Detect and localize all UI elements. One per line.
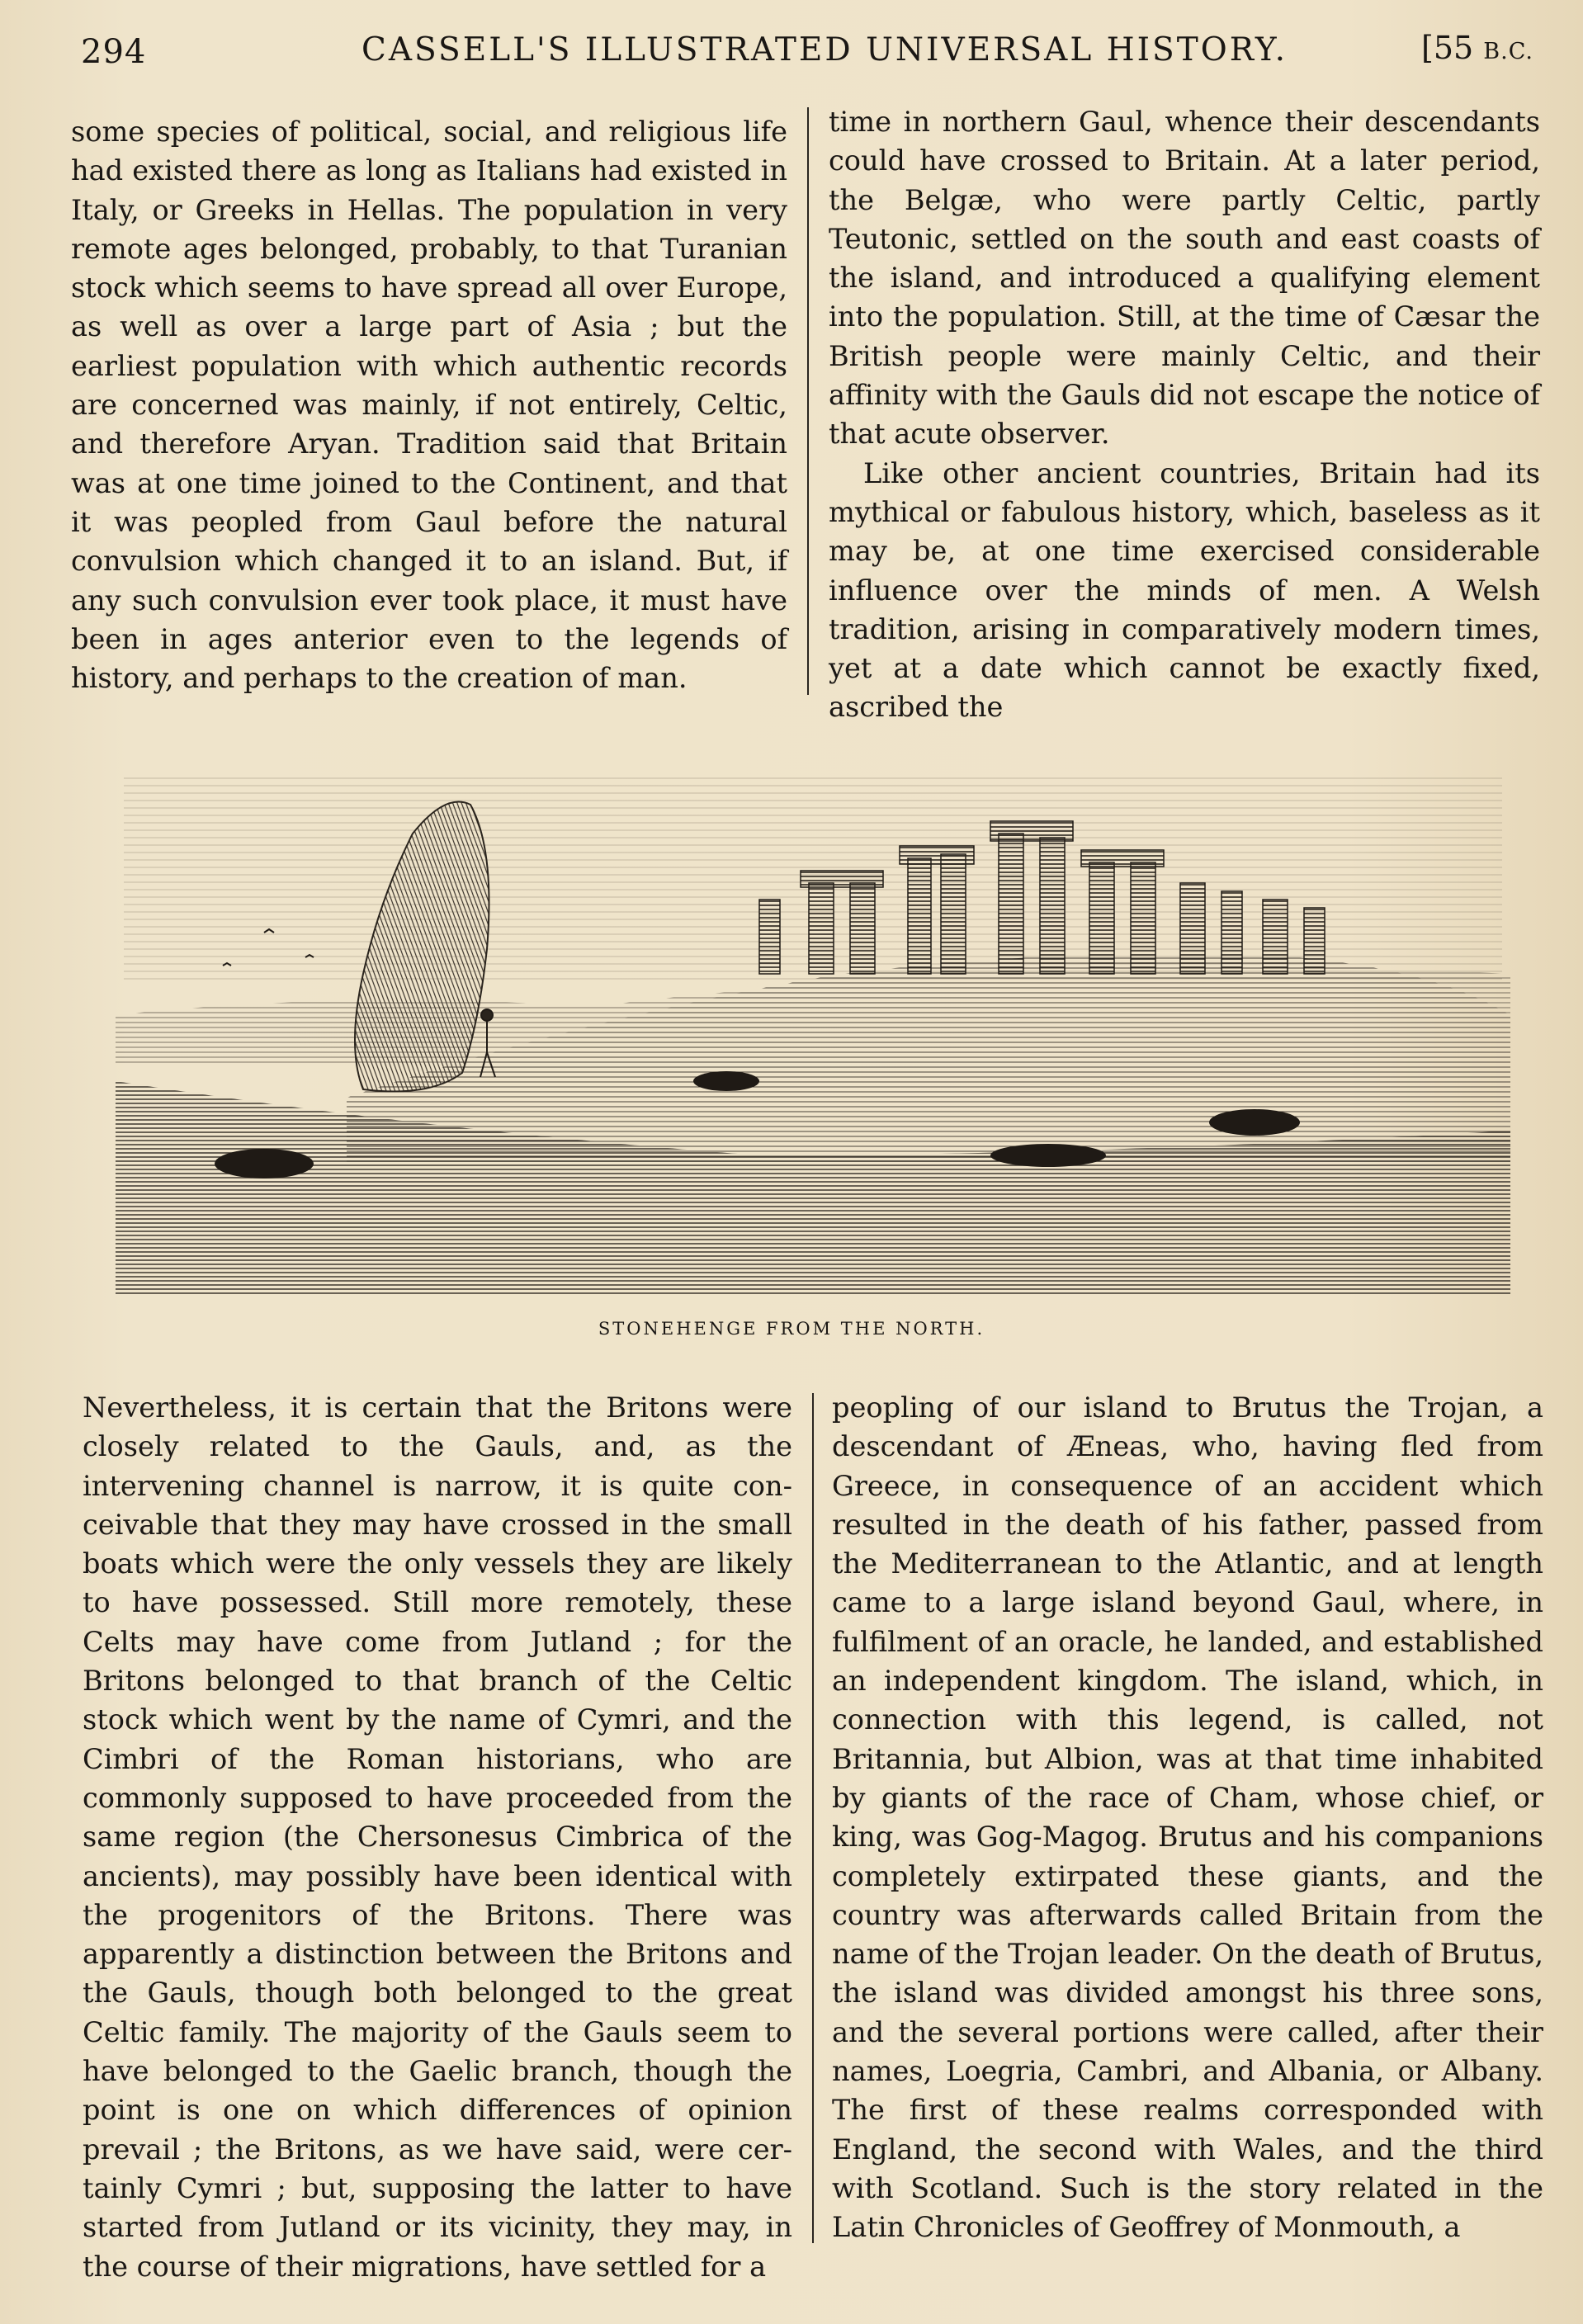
column-divider-top bbox=[807, 107, 809, 695]
column-divider-bottom bbox=[812, 1393, 814, 2243]
top-right-column bbox=[829, 102, 1540, 727]
bottom-right-paragraph: peopling of our island to Brutus the Trojan, a descendant of Æneas, who, having fled from Greece, in consequence of an accident which resulted in the death of his father, passed from the Mediterranean to the Atlantic, and at length came to a large island beyond Gaul, where, in fulfilment of an oracle, he landed, and established an independent kingdom. The island, which, in connection with this legend, is called, not Britannia, but Albion, was at that time inhabited by giants of the race of Cham, whose chief, or king, was Gog-Magog. Brutus and his companions completely extirpated these giants, and the country was afterwards called Britain from the name of the Trojan leader. On the death of Brutus, the island was divided amongst his three sons, and the several portions were called, after their names, Loegria, Cambri, and Albania, or Albany. The first of these realms corresponded with England, the second with Wales, and the third with Scotland. Such is the story related in the Latin Chronicles of Geoffrey of Monmouth, a bbox=[832, 1391, 1543, 2244]
top-left-paragraph: some species of political, social, and religious life had existed there as long as Italians had existed in Italy, or Greeks in Hellas. The population in very remote ages belonged, probably, to that Turanian stock which seems to have spread all over Europe, as well as over a large part of Asia ; but the earliest population with which authentic records are concerned was mainly, if not entirely, Celtic, and therefore Aryan. Tradition said that Britain was at one time joined to the Continent, and that it was peopled from Gaul before the natural convulsion which changed it to an island. But, if any such convulsion ever took place, it must have been in ages anterior even to the legends of history, and perhaps to the creation of man. bbox=[71, 116, 787, 695]
page-number: 294 bbox=[81, 33, 147, 71]
bottom-left-column bbox=[83, 1388, 792, 2286]
stonehenge-engraving bbox=[99, 768, 1519, 1296]
bottom-right-column bbox=[832, 1388, 1543, 2247]
bottom-left-paragraph: Nevertheless, it is certain that the Britons were closely related to the Gauls, and, as the intervening channel is narrow, it is quite conceivable that they may have crossed in the small boats which were the only vessels they are likely to have possessed. Still more remotely, these Celts may have come from Jutland ; for the Britons belonged to that branch of the Celtic stock which went by the name of Cymri, and the Cimbri of the Roman historians, who are commonly supposed to have proceeded from the same region (the Chersonesus Cimbrica of the ancients), may possibly have been identical with the progenitors of the Britons. There was apparently a distinction between the Britons and the Gauls, though both belonged to the great Celtic family. The majority of the Gauls seem to have belonged to the Gaelic branch, though the point is one on which differences of opinion prevail ; the Britons, as we have said, were certainly Cymri ; but, supposing the latter to have started from Jutland or its vicinity, they may, in the course of their migrations, have settled for a bbox=[83, 1391, 792, 2283]
top-left-column bbox=[71, 112, 787, 697]
top-right-paragraph-2: Like other ancient countries, Britain had its mythical or fabulous history, which, baseless as it may be, at one time exercised considerable influence over the minds of men. A Welsh tradition, arising in comparatively modern times, yet at a date which cannot be exactly fixed, ascribed the bbox=[829, 456, 1540, 724]
date-era: B.C. bbox=[1483, 39, 1533, 64]
running-title: CASSELL'S ILLUSTRATED UNIVERSAL HISTORY. bbox=[361, 31, 1288, 68]
page-header bbox=[81, 23, 1542, 81]
date-prefix: [55 bbox=[1421, 30, 1474, 66]
date-mark bbox=[1421, 30, 1533, 66]
top-right-paragraph-1: time in northern Gaul, whence their descendants could have crossed to Britain. At a later period, the Belgæ, who were partly Celtic, partly Teutonic, settled on the south and east coasts of the island, and introduced a qualifying element into the population. Still, at the time of Cæsar the British people were mainly Celtic, and their affinity with the Gauls did not escape the notice of that acute observer. bbox=[829, 106, 1540, 451]
illustration-caption: STONEHENGE FROM THE NORTH. bbox=[598, 1319, 985, 1339]
